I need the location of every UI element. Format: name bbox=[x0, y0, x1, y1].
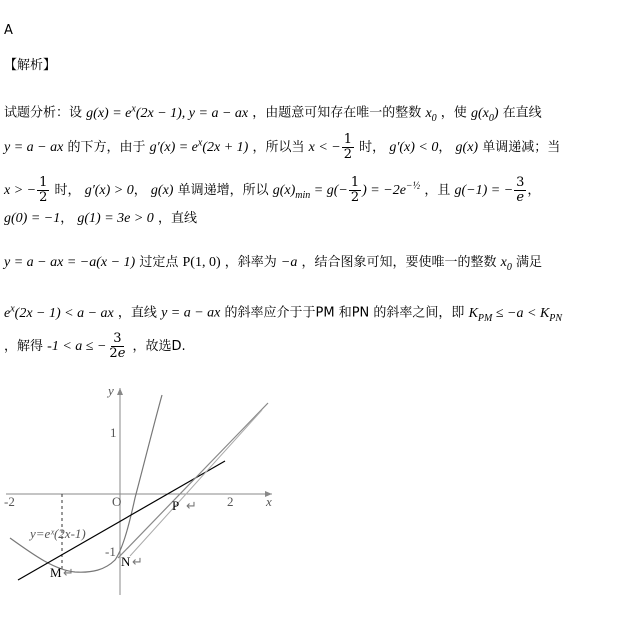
analysis-line-2: y = a − ax 的下方，由于 $g'(x) = e^x(2x + 1)$ ，所以当 x < − $\frac{1}{2}$ 时， g′(x) < 0， g(x) 单调递减；当 bbox=[4, 132, 561, 162]
section-heading: 【解析】 bbox=[4, 58, 57, 73]
origin-label: O bbox=[112, 494, 122, 509]
analysis-line-4: g(0) = −1， g(1) = 3e > 0 ，直线 bbox=[4, 211, 197, 226]
point-n-mark-icon: ↵ bbox=[132, 554, 143, 569]
y-axis-label: y bbox=[108, 383, 114, 398]
tick-x-2: 2 bbox=[227, 494, 234, 509]
analysis-line-1: 试题分析：设 $g(x) = e^x(2x - 1)$, y = a − ax ，由题意可知存在唯一的整数 $x_0$ ，使 $g(x_0)$ 在直线 bbox=[4, 103, 542, 124]
tick-y-1: 1 bbox=[110, 425, 117, 440]
point-n-label: N bbox=[121, 554, 131, 569]
analysis-line-5: y = a − ax = −a(x − 1) 过定点 P(1, 0) ，斜率为 −a ，结合图象可知，要使唯一的整数 $x_0$ 满足 bbox=[4, 255, 543, 273]
point-m-mark-icon: ↵ bbox=[63, 565, 74, 580]
y-axis-arrow-icon bbox=[117, 388, 123, 395]
analysis-line-6: $e^x(2x - 1) < a$ − ax ，直线 y = a − ax 的斜率应介于于PM 和PN 的斜率之间，即 $K_{PM} \le -a < K_{PN}$ bbox=[4, 303, 563, 324]
function-graph-figure bbox=[0, 380, 290, 610]
analysis-line-3: x > − $\frac{1}{2}$ 时， g′(x) > 0， g(x) 单调递增，所以 $g(x)_{min} = g(-$ $\frac{1}{2}$ ) = $-2e^{-\frac{1}{2}}$ ，且 g(−1) = − $\frac{3}{e}$ ， bbox=[4, 175, 541, 205]
curve-label: y=eˣ(2x-1) bbox=[30, 526, 86, 541]
analysis-line-7: ，解得 -1 < a ≤ − $\frac{3}{2e}$ ，故选D. bbox=[4, 331, 186, 361]
point-p-label: P bbox=[172, 498, 180, 513]
line-pn bbox=[118, 403, 268, 558]
answer-letter: A bbox=[4, 23, 13, 38]
line-steep bbox=[130, 410, 262, 556]
tick-y-neg1: -1 bbox=[105, 544, 116, 559]
point-p-mark-icon: ↵ bbox=[186, 498, 197, 513]
point-m-label: M bbox=[50, 565, 62, 580]
tick-x-neg2: -2 bbox=[4, 494, 15, 509]
x-axis-label: x bbox=[266, 494, 272, 509]
